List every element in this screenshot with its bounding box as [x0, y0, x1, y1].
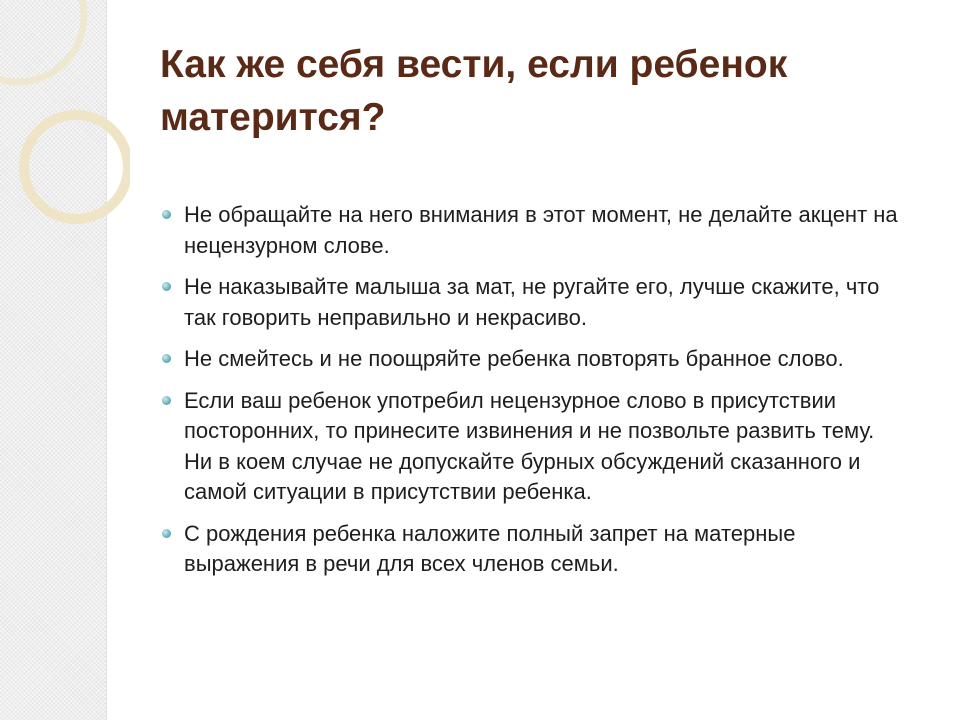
bullet-dot-icon	[162, 282, 171, 291]
bullet-dot-icon	[162, 210, 171, 219]
bullet-dot-icon	[162, 354, 171, 363]
bullet-list	[162, 200, 902, 591]
list-item	[162, 200, 902, 261]
list-item	[162, 272, 902, 333]
slide-title: Как же себя вести, если ребенок матерится?	[160, 43, 788, 139]
list-item	[162, 519, 902, 580]
bullet-text: С рождения ребенка наложите полный запрет на матерные выражения в речи для всех членов семьи.	[184, 520, 796, 576]
bullet-dot-icon	[162, 529, 171, 538]
bullet-dot-icon	[162, 396, 171, 405]
list-item	[162, 344, 902, 375]
ring-decor-icon	[0, 0, 130, 240]
bullet-text: Если ваш ребенок употребил нецензурное слово в присутствии посторонних, то принесите извинения и не позвольте развить тему. Ни в коем случае не допускайте бурных обсуждений сказанного и самой ситуации в присутствии ребенка.	[184, 387, 875, 504]
bullet-text: Не обращайте на него внимания в этот момент, не делайте акцент на нецензурном слове.	[184, 202, 898, 258]
list-item	[162, 386, 902, 508]
bullet-text: Не наказывайте малыша за мат, не ругайте его, лучше скажите, что так говорить неправильно и некрасиво.	[184, 274, 880, 330]
bullet-text: Не смейтесь и не поощряйте ребенка повторять бранное слово.	[184, 346, 844, 371]
